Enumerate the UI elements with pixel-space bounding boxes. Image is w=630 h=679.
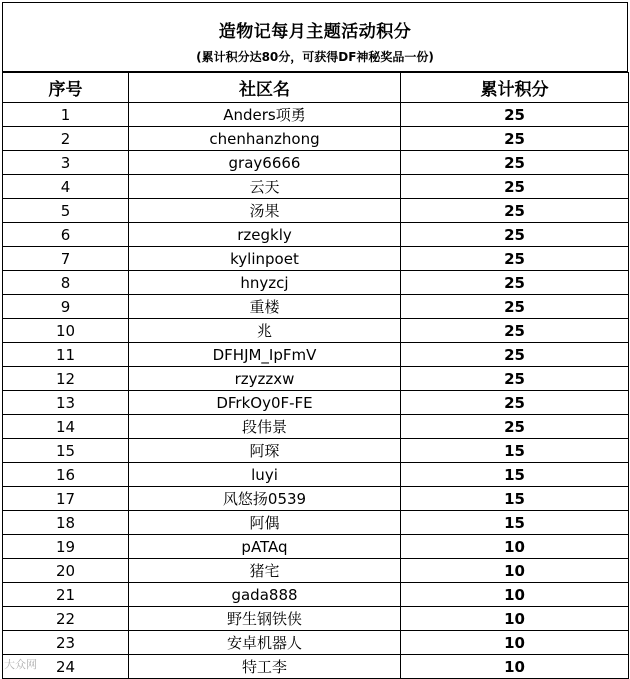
table-row — [3, 199, 629, 223]
cell-community-name: 风悠扬0539 — [129, 487, 401, 511]
score-table — [2, 72, 629, 679]
cell-index: 21 — [3, 583, 129, 607]
cell-community-name: 野生钢铁侠 — [129, 607, 401, 631]
cell-index: 1 — [3, 103, 129, 127]
cell-community-name: 阿偶 — [129, 511, 401, 535]
table-row — [3, 343, 629, 367]
cell-index: 23 — [3, 631, 129, 655]
cell-community-name: luyi — [129, 463, 401, 487]
cell-community-name: 阿琛 — [129, 439, 401, 463]
cell-total-score: 25 — [401, 391, 629, 415]
cell-community-name: DFrkOy0F-FE — [129, 391, 401, 415]
cell-community-name: 特工李 — [129, 655, 401, 679]
cell-community-name: 汤果 — [129, 199, 401, 223]
cell-community-name: Anders项勇 — [129, 103, 401, 127]
cell-community-name: chenhanzhong — [129, 127, 401, 151]
cell-total-score: 25 — [401, 271, 629, 295]
cell-index: 19 — [3, 535, 129, 559]
cell-community-name: DFHJM_IpFmV — [129, 343, 401, 367]
cell-total-score: 25 — [401, 295, 629, 319]
cell-total-score: 25 — [401, 199, 629, 223]
cell-index: 7 — [3, 247, 129, 271]
cell-community-name: 重楼 — [129, 295, 401, 319]
cell-index: 18 — [3, 511, 129, 535]
table-row — [3, 607, 629, 631]
cell-index: 15 — [3, 439, 129, 463]
cell-total-score: 10 — [401, 655, 629, 679]
cell-index: 14 — [3, 415, 129, 439]
cell-community-name: 安卓机器人 — [129, 631, 401, 655]
cell-community-name: gray6666 — [129, 151, 401, 175]
cell-index: 5 — [3, 199, 129, 223]
table-row — [3, 175, 629, 199]
cell-total-score: 10 — [401, 583, 629, 607]
watermark: 大众网 — [4, 658, 37, 671]
cell-total-score: 25 — [401, 319, 629, 343]
cell-total-score: 15 — [401, 463, 629, 487]
table-row — [3, 151, 629, 175]
cell-total-score: 25 — [401, 103, 629, 127]
cell-community-name: rzyzzxw — [129, 367, 401, 391]
cell-community-name: 段伟景 — [129, 415, 401, 439]
cell-total-score: 15 — [401, 439, 629, 463]
cell-index: 24 — [3, 655, 129, 679]
cell-community-name: pATAq — [129, 535, 401, 559]
cell-index: 8 — [3, 271, 129, 295]
header-total-score: 累计积分 — [401, 73, 629, 103]
page-title: 造物记每月主题活动积分 — [218, 22, 412, 42]
cell-total-score: 15 — [401, 487, 629, 511]
cell-total-score: 10 — [401, 535, 629, 559]
table-row — [3, 583, 629, 607]
table-row — [3, 127, 629, 151]
cell-total-score: 15 — [401, 511, 629, 535]
table-row — [3, 511, 629, 535]
cell-community-name: rzegkly — [129, 223, 401, 247]
table-header-row — [3, 73, 629, 103]
cell-community-name: gada888 — [129, 583, 401, 607]
cell-index: 17 — [3, 487, 129, 511]
cell-total-score: 25 — [401, 367, 629, 391]
cell-total-score: 25 — [401, 175, 629, 199]
cell-community-name: hnyzcj — [129, 271, 401, 295]
header-community-name: 社区名 — [129, 73, 401, 103]
table-row — [3, 415, 629, 439]
cell-total-score: 25 — [401, 415, 629, 439]
cell-index: 10 — [3, 319, 129, 343]
cell-community-name: 兆 — [129, 319, 401, 343]
cell-community-name: kylinpoet — [129, 247, 401, 271]
table-row — [3, 367, 629, 391]
cell-index: 6 — [3, 223, 129, 247]
table-row — [3, 631, 629, 655]
cell-index: 3 — [3, 151, 129, 175]
table-row — [3, 271, 629, 295]
cell-index: 4 — [3, 175, 129, 199]
table-row — [3, 439, 629, 463]
table-row — [3, 463, 629, 487]
header-index: 序号 — [3, 73, 129, 103]
table-row — [3, 247, 629, 271]
page-subtitle: (累计积分达80分，可获得DF神秘奖品一份) — [196, 50, 434, 64]
table-row — [3, 655, 629, 679]
cell-index: 16 — [3, 463, 129, 487]
cell-total-score: 25 — [401, 151, 629, 175]
cell-index: 20 — [3, 559, 129, 583]
table-row — [3, 223, 629, 247]
table-row — [3, 487, 629, 511]
cell-index: 2 — [3, 127, 129, 151]
table-row — [3, 295, 629, 319]
title-block — [2, 2, 628, 72]
table-row — [3, 535, 629, 559]
cell-index: 12 — [3, 367, 129, 391]
cell-total-score: 25 — [401, 223, 629, 247]
cell-total-score: 25 — [401, 127, 629, 151]
table-row — [3, 391, 629, 415]
cell-index: 22 — [3, 607, 129, 631]
cell-total-score: 10 — [401, 631, 629, 655]
table-body — [3, 103, 629, 679]
table-row — [3, 103, 629, 127]
cell-community-name: 云天 — [129, 175, 401, 199]
cell-index: 13 — [3, 391, 129, 415]
cell-community-name: 猪宅 — [129, 559, 401, 583]
cell-total-score: 10 — [401, 559, 629, 583]
cell-index: 9 — [3, 295, 129, 319]
table-row — [3, 319, 629, 343]
cell-total-score: 25 — [401, 247, 629, 271]
table-row — [3, 559, 629, 583]
cell-total-score: 10 — [401, 607, 629, 631]
cell-total-score: 25 — [401, 343, 629, 367]
cell-index: 11 — [3, 343, 129, 367]
